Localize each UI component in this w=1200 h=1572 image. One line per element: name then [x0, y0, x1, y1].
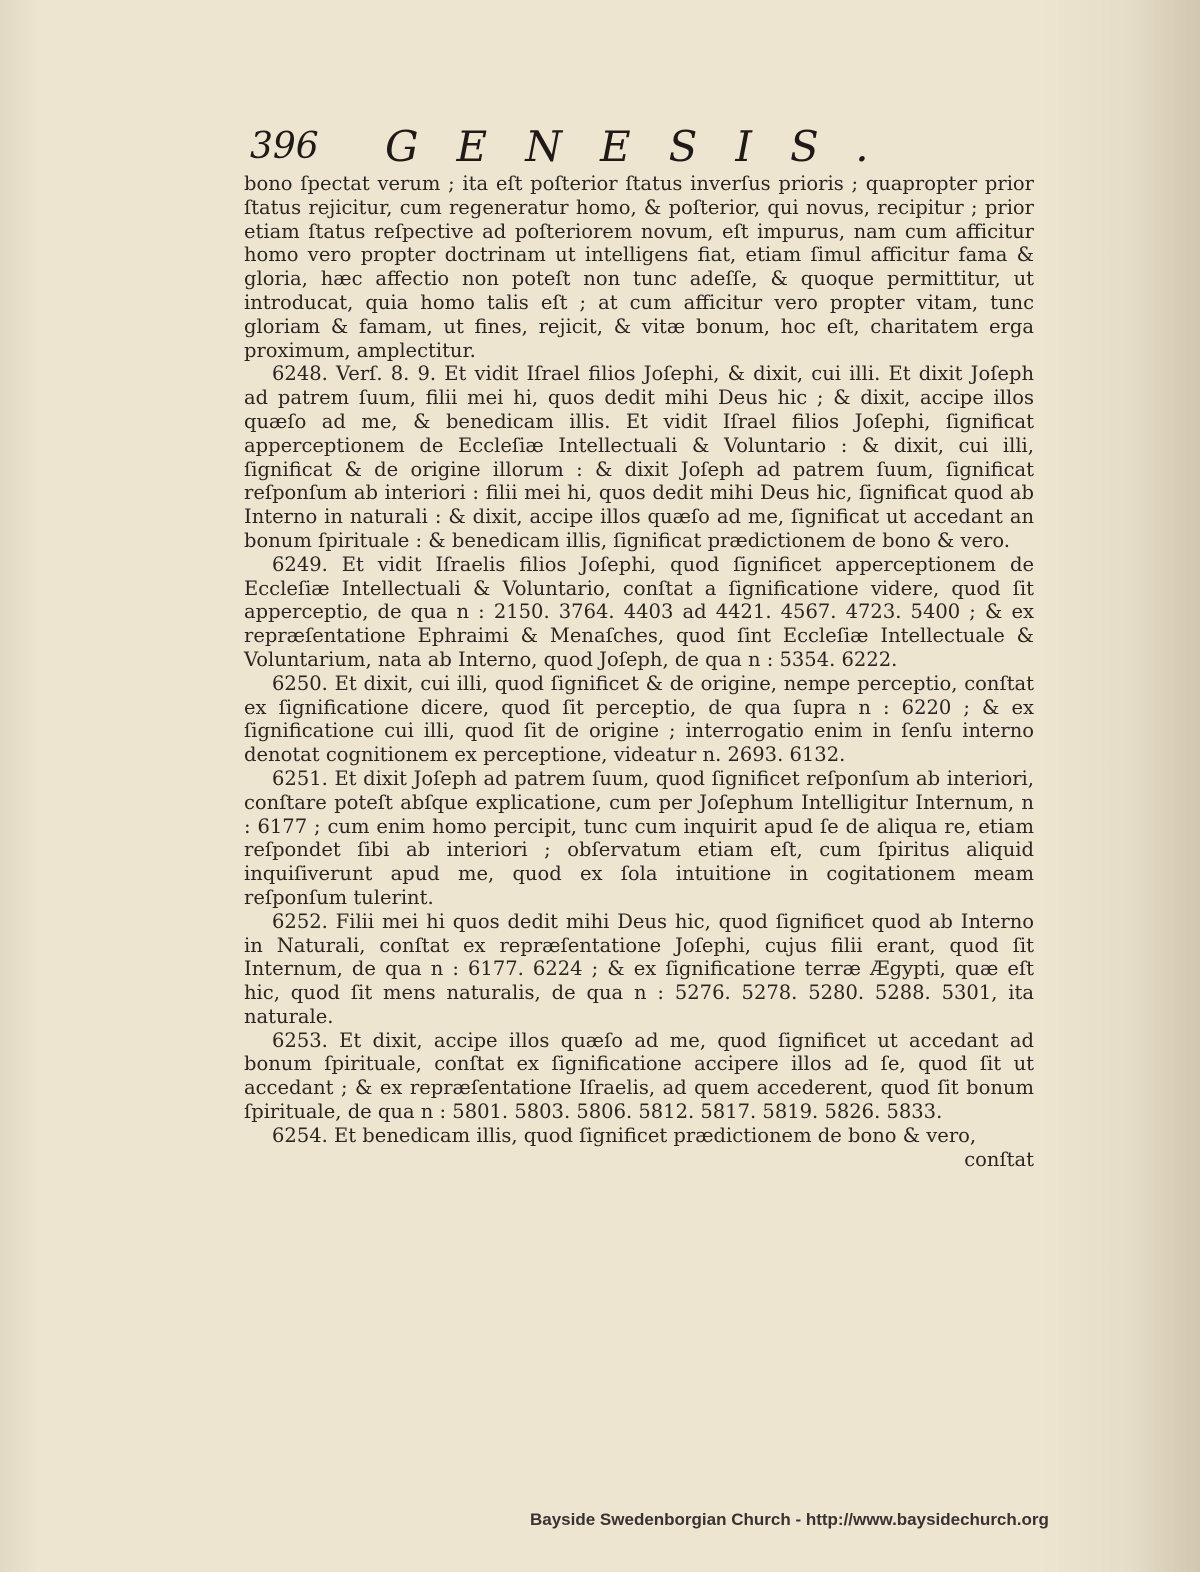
catchword: conſtat [964, 1147, 1034, 1171]
paragraph-6250: 6250. Et dixit, cui illi, quod ſignificet & de origine, nempe perceptio, conſtat ex ſignificatione dicere, quod ſit perceptio, de qua ſupra n : 6220 ; & ex ſignificatione cui illi, quod ſit de origine ; interrogatio enim in ſenſu interno denotat cognitionem ex perceptione, videatur n. 2693. 6132. [244, 671, 1034, 767]
body-text [244, 172, 1034, 1171]
paragraph-6248: 6248. Verſ. 8. 9. Et vidit Iſrael filios Joſephi, & dixit, cui illi. Et dixit Joſeph ad patrem ſuum, filii mei hi, quos dedit mihi Deus hic ; & dixit, accipe illos quæſo ad me, & benedicam illis. Et vidit Iſrael filios Joſephi, ſignificat apperceptionem de Eccleſiæ Intellectuali & Voluntario : & dixit, cui illi, ſignificat & de origine illorum : & dixit Joſeph ad patrem ſuum, ſignificat reſponſum ab interiori : filii mei hi, quos dedit mihi Deus hic, ſignificat quod ab Interno in naturali : & dixit, accipe illos quæſo ad me, ſignificat ut accedant an bonum ſpirituale : & benedicam illis, ſignificat prædictionem de bono & vero. [244, 362, 1034, 552]
paragraph-6249: 6249. Et vidit Iſraelis filios Joſephi, quod ſignificet apperceptionem de Eccleſiæ Intellectuali & Voluntario, conſtat a ſignificatione videre, quod ſit apperceptio, de qua n : 2150. 3764. 4403 ad 4421. 4567. 4723. 5400 ; & ex repræſentatione Ephraimi & Menaſches, quod ſint Eccleſiæ Intellectuale & Voluntarium, nata ab Interno, quod Joſeph, de qua n : 5354. 6222. [244, 552, 1034, 671]
paragraph-6252: 6252. Filii mei hi quos dedit mihi Deus hic, quod ſignificet quod ab Interno in Naturali, conſtat ex repræſentatione Joſephi, cujus filii erant, quod ſit Internum, de qua n : 6177. 6224 ; & ex ſignificatione terræ Ægypti, quæ eſt hic, quod ſit mens naturalis, de qua n : 5276. 5278. 5280. 5288. 5301, ita naturale. [244, 909, 1034, 1028]
footer-credit: Bayside Swedenborgian Church - http://www.baysidechurch.org [530, 1510, 1049, 1529]
paragraph-6254: 6254. Et benedicam illis, quod ſignificet prædictionem de bono & vero, [272, 1123, 977, 1147]
paragraph-6253: 6253. Et dixit, accipe illos quæſo ad me, quod ſignificet ut accedant ad bonum ſpirituale, conſtat ex ſignificatione accipere illos ad ſe, quod ſit ut accedant ; & ex repræſentatione Iſraelis, ad quem accederent, quod ſit bonum ſpirituale, de qua n : 5801. 5803. 5806. 5812. 5817. 5819. 5826. 5833. [244, 1028, 1034, 1124]
paragraph-continuation: bono ſpectat verum ; ita eſt poſterior ſtatus inverſus prioris ; quapropter prior ſtatus rejicitur, cum regeneratur homo, & poſterior, qui novus, recipitur ; prior etiam ſtatus reſpective ad poſteriorem novum, eſt impurus, nam cum afficitur homo vero propter doctrinam ut intelligens fiat, etiam ſimul afficitur fama & gloria, hæc affectio non poteſt non tunc adeſſe, & quoque permittitur, ut introducat, quia homo talis eſt ; at cum afficitur vero propter vitam, tunc gloriam & famam, ut fines, rejicit, & vitæ bonum, hoc eſt, charitatem erga proximum, amplectitur. [244, 172, 1034, 362]
paragraph-6251: 6251. Et dixit Joſeph ad patrem ſuum, quod ſignificet reſponſum ab interiori, conſtare poteſt abſque explicatione, cum per Joſephum Intelligitur Internum, n : 6177 ; cum enim homo percipit, tunc cum inquirit apud ſe de aliqua re, etiam reſpondet ſibi ab interiori ; obſervatum etiam eſt, cum ſpiritus aliquid inquiſiverunt apud me, quod ex ſola intuitione in cogitationem meam reſponſum tulerint. [244, 766, 1034, 909]
page-header [250, 118, 1070, 178]
page-number: 396 [250, 126, 319, 167]
running-title: GENESIS. [385, 122, 907, 171]
